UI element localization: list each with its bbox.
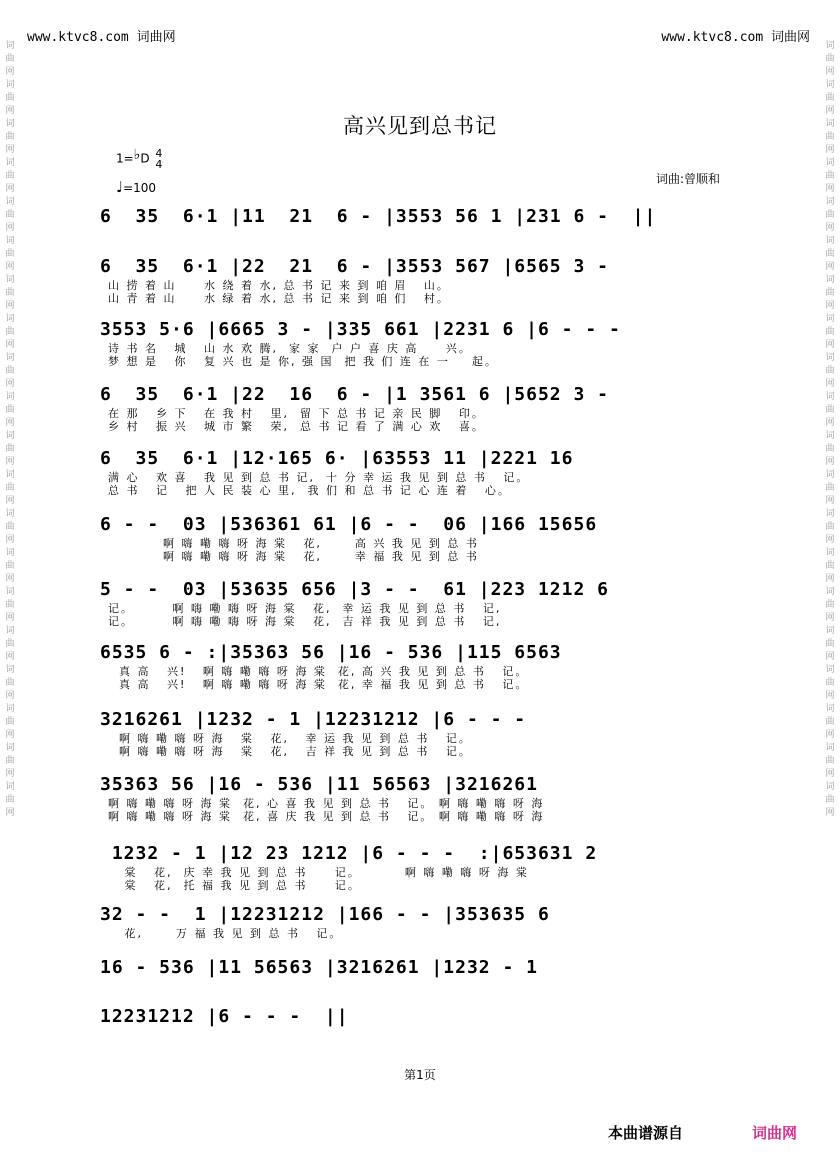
score-system [100, 708, 760, 758]
notes-line: 16 - 536 |11 56563 |3216261 |1232 - 1 [100, 957, 538, 978]
lyric-line: 啊 嗨 嘞 嗨 呀 海 棠 花, 吉 祥 我 见 到 总 书 记。 [108, 745, 472, 758]
lyric-line: 真 高 兴! 啊 嗨 嘞 嗨 呀 海 棠 花, 高 兴 我 见 到 总 书 记。 [108, 665, 529, 678]
side-watermark-left: 词曲网词曲网词曲网词曲网词曲网词曲网词曲网词曲网词曲网词曲网词曲网词曲网词曲网词曲网词曲网词曲网词曲网词曲网词曲网词曲网 [5, 41, 15, 818]
time-signature [155, 148, 162, 170]
site-url-left: www.ktvc8.com 词曲网 [27, 30, 176, 45]
song-credit: 词曲:曾顺和 [656, 172, 721, 186]
lyric-line: 棠 花, 托 福 我 见 到 总 书 记。 [108, 879, 361, 892]
lyric-line: 啊 嗨 嘞 嗨 呀 海 棠 花, 幸 运 我 见 到 总 书 记。 [108, 732, 472, 745]
notes-line: 12231212 |6 - - - || [100, 1006, 349, 1027]
score-system [100, 383, 760, 433]
tempo-marking [116, 178, 156, 196]
key-prefix: 1= [116, 151, 134, 166]
notes-line: 5 - - 03 |53635 656 |3 - - 61 |223 1212 6 [100, 579, 609, 600]
lyric-line: 花, 万 福 我 见 到 总 书 记。 [108, 927, 343, 940]
notes-line: 6 35 6·1 |22 21 6 - |3553 567 |6565 3 - [100, 256, 609, 277]
score-system [100, 578, 760, 628]
key-letter: D [140, 151, 150, 166]
notes-line: 6 - - 03 |536361 61 |6 - - 06 |166 15656 [100, 514, 598, 535]
lyric-line: 山 捞 着 山 水 绕 着 水, 总 书 记 来 到 咱 眉 山。 [108, 279, 450, 292]
lyric-line: 在 那 乡 下 在 我 村 里, 留 下 总 书 记 亲 民 脚 印。 [108, 407, 485, 420]
lyric-line: 诗 书 名 城 山 水 欢 腾, 家 家 户 户 喜 庆 高 兴。 [108, 342, 472, 355]
notes-line: 3553 5·6 |6665 3 - |335 661 |2231 6 |6 - - - [100, 319, 621, 340]
lyric-line: 梦 想 是 你 复 兴 也 是 你, 强 国 把 我 们 连 在 一 起。 [108, 355, 498, 368]
notes-line: 3216261 |1232 - 1 |12231212 |6 - - - [100, 709, 527, 730]
lyric-line: 山 青 着 山 水 绿 着 水, 总 书 记 来 到 咱 们 村。 [108, 292, 450, 305]
score-system [100, 956, 760, 980]
score-system [100, 1005, 760, 1029]
lyric-line: 棠 花, 庆 幸 我 见 到 总 书 记。 啊 嗨 嘞 嗨 呀 海 棠 [108, 866, 529, 879]
notes-line: 6 35 6·1 |11 21 6 - |3553 56 1 |231 6 - || [100, 206, 657, 227]
lyric-line: 啊 嗨 嘞 嗨 呀 海 棠 花, 高 兴 我 见 到 总 书 [108, 537, 479, 550]
quarter-note-icon: ♩ [116, 178, 124, 196]
notes-line: 1232 - 1 |12 23 1212 |6 - - - :|653631 2 [100, 843, 598, 864]
lyric-line: 啊 嗨 嘞 嗨 呀 海 棠 花, 喜 庆 我 见 到 总 书 记。 啊 嗨 嘞 嗨 呀 海 [108, 810, 545, 823]
lyric-line: 啊 嗨 嘞 嗨 呀 海 棠 花, 心 喜 我 见 到 总 书 记。 啊 嗨 嘞 嗨 呀 海 [108, 797, 545, 810]
notes-line: 35363 56 |16 - 536 |11 56563 |3216261 [100, 774, 538, 795]
lyric-line: 记。 啊 嗨 嘞 嗨 呀 海 棠 花, 幸 运 我 见 到 总 书 记, [108, 602, 502, 615]
lyric-line: 啊 嗨 嘞 嗨 呀 海 棠 花, 幸 福 我 见 到 总 书 [108, 550, 479, 563]
source-brand: 词曲网 [752, 1124, 798, 1142]
score-system [100, 205, 760, 229]
song-title: 高兴见到总书记 [343, 114, 497, 138]
flat-icon: ♭ [133, 146, 141, 163]
time-top: 4 [155, 147, 163, 160]
score-system [100, 513, 760, 563]
lyric-line: 满 心 欢 喜 我 见 到 总 书 记, 十 分 幸 运 我 见 到 总 书 记。 [108, 471, 530, 484]
lyric-line: 真 高 兴! 啊 嗨 嘞 嗨 呀 海 棠 花, 幸 福 我 见 到 总 书 记。 [108, 678, 529, 691]
lyric-line: 乡 村 振 兴 城 市 繁 荣, 总 书 记 看 了 满 心 欢 喜。 [108, 420, 485, 433]
score-system [100, 255, 760, 305]
source-label: 本曲谱源自 [608, 1124, 684, 1142]
score-system [100, 641, 760, 691]
score-system [100, 447, 760, 497]
score-system [100, 773, 760, 823]
page-number: 第1页 [404, 1068, 436, 1082]
key-signature [116, 148, 162, 170]
score-system [100, 903, 760, 940]
notes-line: 6 35 6·1 |22 16 6 - |1 3561 6 |5652 3 - [100, 384, 609, 405]
notes-line: 32 - - 1 |12231212 |166 - - |353635 6 [100, 904, 550, 925]
side-watermark-right: 词曲网词曲网词曲网词曲网词曲网词曲网词曲网词曲网词曲网词曲网词曲网词曲网词曲网词曲网词曲网词曲网词曲网词曲网词曲网词曲网 [825, 41, 835, 818]
time-bottom: 4 [155, 158, 163, 171]
lyric-line: 总 书 记 把 人 民 装 心 里, 我 们 和 总 书 记 心 连 着 心。 [108, 484, 511, 497]
score-system [100, 318, 760, 368]
notes-line: 6535 6 - :|35363 56 |16 - 536 |115 6563 [100, 642, 562, 663]
notes-line: 6 35 6·1 |12·165 6· |63553 11 |2221 16 [100, 448, 574, 469]
tempo-value: =100 [123, 181, 157, 195]
site-url-right: www.ktvc8.com 词曲网 [661, 30, 810, 45]
score-system [100, 842, 760, 892]
lyric-line: 记。 啊 嗨 嘞 嗨 呀 海 棠 花, 吉 祥 我 见 到 总 书 记, [108, 615, 502, 628]
